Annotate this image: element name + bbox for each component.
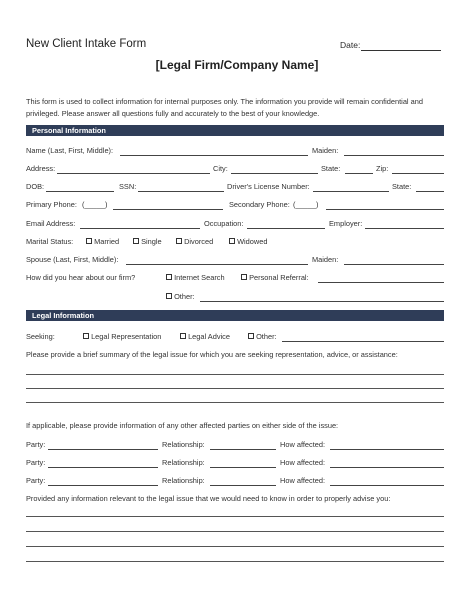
marital-option-divorced[interactable]: Divorced	[176, 237, 213, 246]
spouse-field[interactable]	[126, 264, 308, 265]
affected-field[interactable]	[330, 449, 444, 450]
employer-field[interactable]	[365, 228, 444, 229]
dob-label: DOB:	[26, 182, 45, 191]
license-label: Driver's License Number:	[227, 182, 310, 191]
affected-label: How affected:	[280, 476, 326, 485]
maiden-label: Maiden:	[312, 146, 339, 155]
option-personal-referral[interactable]: Personal Referral:	[241, 273, 309, 282]
affected-label: How affected:	[280, 440, 326, 449]
affected-field[interactable]	[330, 467, 444, 468]
parties-prompt: If applicable, please provide information of any other affected parties on either side of the issue:	[26, 421, 339, 430]
party-label: Party:	[26, 458, 46, 467]
affected-field[interactable]	[330, 485, 444, 486]
form-title: New Client Intake Form	[26, 38, 147, 50]
license-field[interactable]	[313, 191, 389, 192]
relationship-label: Relationship:	[162, 476, 205, 485]
option-legal-representation[interactable]: Legal Representation	[83, 332, 161, 341]
checkbox-married[interactable]	[86, 238, 92, 244]
primary-phone-label: Primary Phone:	[26, 200, 77, 209]
summary-line[interactable]	[26, 374, 444, 375]
ssn-label: SSN:	[119, 182, 137, 191]
section-legal-information: Legal Information	[26, 310, 444, 321]
checkbox-other-referral[interactable]	[166, 293, 172, 299]
intro-text: This form is used to collect information for internal purposes only. The information you provide will remain confidential and privileged. Please answer all questions fully and accurately to the best of your knowledge.	[26, 97, 423, 118]
party-field[interactable]	[48, 449, 158, 450]
party-label: Party:	[26, 440, 46, 449]
zip-label: Zip:	[376, 164, 389, 173]
ssn-field[interactable]	[138, 191, 224, 192]
license-state-label: State:	[392, 182, 412, 191]
state-label: State:	[321, 164, 341, 173]
occupation-label: Occupation:	[204, 219, 244, 228]
relationship-field[interactable]	[210, 485, 276, 486]
license-state-field[interactable]	[416, 191, 444, 192]
checkbox-internet-search[interactable]	[166, 274, 172, 280]
seeking-label: Seeking:	[26, 332, 55, 341]
party-label: Party:	[26, 476, 46, 485]
relationship-label: Relationship:	[162, 440, 205, 449]
name-label: Name (Last, First, Middle):	[26, 146, 114, 155]
primary-phone-area: (_____)	[82, 200, 108, 209]
checkbox-divorced[interactable]	[176, 238, 182, 244]
city-field[interactable]	[231, 173, 318, 174]
occupation-field[interactable]	[247, 228, 325, 229]
checkbox-legal-advice[interactable]	[180, 333, 186, 339]
other-referral-field[interactable]	[200, 301, 444, 302]
date-label: Date:	[340, 40, 361, 50]
email-label: Email Address:	[26, 219, 76, 228]
marital-option-widowed[interactable]: Widowed	[229, 237, 267, 246]
relevant-info-line[interactable]	[26, 531, 444, 532]
option-other-referral[interactable]: Other:	[166, 292, 195, 301]
zip-field[interactable]	[392, 173, 444, 174]
option-internet-search[interactable]: Internet Search	[166, 273, 225, 282]
party-field[interactable]	[48, 485, 158, 486]
marital-option-married[interactable]: Married	[86, 237, 119, 246]
checkbox-widowed[interactable]	[229, 238, 235, 244]
relevant-info-line[interactable]	[26, 516, 444, 517]
relationship-field[interactable]	[210, 467, 276, 468]
city-label: City:	[213, 164, 228, 173]
spouse-label: Spouse (Last, First, Middle):	[26, 255, 119, 264]
checkbox-legal-representation[interactable]	[83, 333, 89, 339]
summary-prompt: Please provide a brief summary of the legal issue for which you are seeking representation, advice, or assistance:	[26, 350, 398, 359]
affected-label: How affected:	[280, 458, 326, 467]
email-field[interactable]	[80, 228, 200, 229]
secondary-phone-label: Secondary Phone:	[229, 200, 290, 209]
name-field[interactable]	[120, 155, 308, 156]
spouse-maiden-label: Maiden:	[312, 255, 339, 264]
relevant-info-line[interactable]	[26, 561, 444, 562]
state-field[interactable]	[345, 173, 373, 174]
option-seeking-other[interactable]: Other:	[248, 332, 277, 341]
checkbox-personal-referral[interactable]	[241, 274, 247, 280]
summary-line[interactable]	[26, 388, 444, 389]
secondary-phone-field[interactable]	[326, 209, 444, 210]
section-personal-information: Personal Information	[26, 125, 444, 136]
seeking-other-field[interactable]	[282, 341, 444, 342]
relevant-info-line[interactable]	[26, 546, 444, 547]
maiden-field[interactable]	[344, 155, 444, 156]
referral-source-label: How did you hear about our firm?	[26, 273, 136, 282]
relationship-label: Relationship:	[162, 458, 205, 467]
option-legal-advice[interactable]: Legal Advice	[180, 332, 230, 341]
summary-line[interactable]	[26, 402, 444, 403]
employer-label: Employer:	[329, 219, 363, 228]
relevant-info-prompt: Provided any information relevant to the legal issue that we would need to know in order to properly advise you:	[26, 494, 391, 503]
secondary-phone-area: (_____)	[293, 200, 319, 209]
marital-status-label: Marital Status:	[26, 237, 74, 246]
address-label: Address:	[26, 164, 56, 173]
party-field[interactable]	[48, 467, 158, 468]
marital-option-single[interactable]: Single	[133, 237, 162, 246]
primary-phone-field[interactable]	[113, 209, 223, 210]
dob-field[interactable]	[46, 191, 114, 192]
company-name: [Legal Firm/Company Name]	[155, 58, 319, 72]
address-field[interactable]	[57, 173, 210, 174]
date-field[interactable]	[361, 50, 441, 51]
checkbox-seeking-other[interactable]	[248, 333, 254, 339]
personal-referral-field[interactable]	[318, 282, 444, 283]
spouse-maiden-field[interactable]	[344, 264, 444, 265]
relationship-field[interactable]	[210, 449, 276, 450]
checkbox-single[interactable]	[133, 238, 139, 244]
